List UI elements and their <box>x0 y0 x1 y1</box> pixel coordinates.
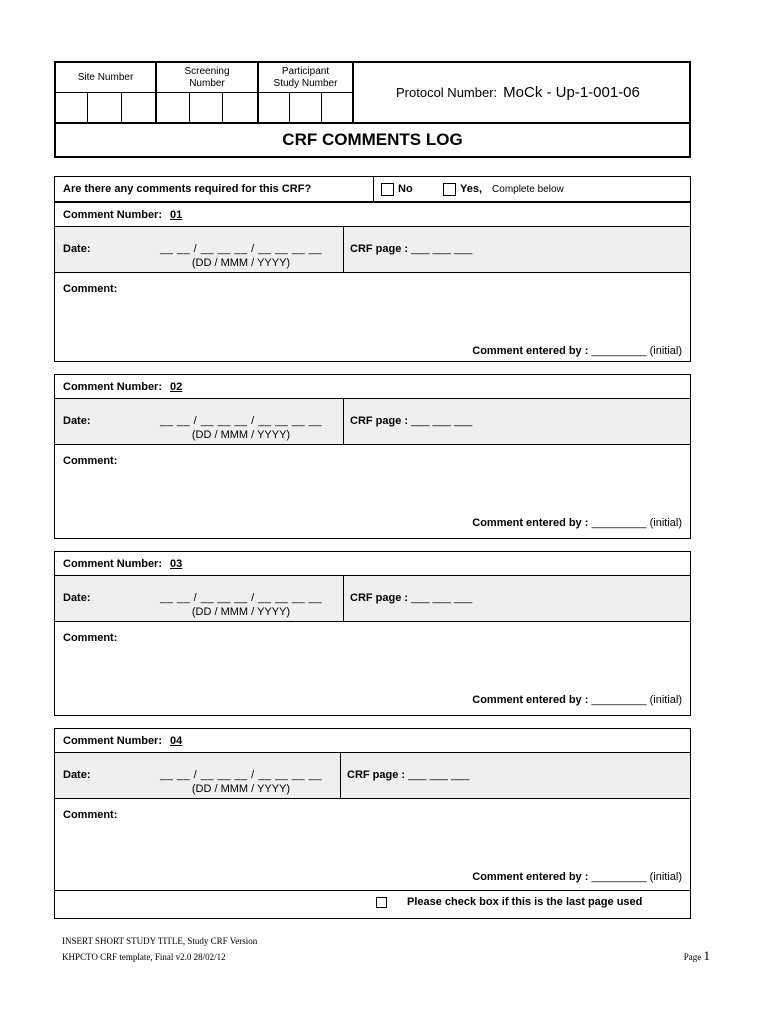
date-field[interactable]: __ __ / __ __ __ / __ __ __ __ <box>160 769 322 781</box>
page-title: CRF COMMENTS LOG <box>282 130 463 149</box>
comment-label: Comment: <box>63 283 118 295</box>
yes-option[interactable] <box>443 177 564 201</box>
comment-entered-by[interactable] <box>472 517 682 529</box>
date-format-hint: (DD / MMM / YYYY) <box>191 257 291 269</box>
entered-by-blank: _________ <box>591 517 647 529</box>
last-page-row <box>55 890 690 914</box>
entered-by-suffix: (initial) <box>649 517 682 529</box>
date-crf-divider <box>343 576 344 621</box>
entered-by-suffix: (initial) <box>649 694 682 706</box>
comment-number-value: 01 <box>170 208 183 221</box>
comment-number-label: Comment Number: <box>63 734 163 747</box>
date-format-hint: (DD / MMM / YYYY) <box>191 783 291 795</box>
entered-by-blank: _________ <box>591 871 647 883</box>
site-number-box-2[interactable] <box>88 93 122 122</box>
comment-block-01 <box>54 202 691 362</box>
comment-entered-by[interactable] <box>472 871 682 883</box>
entered-by-blank: _________ <box>591 694 647 706</box>
date-field[interactable]: __ __ / __ __ __ / __ __ __ __ <box>160 243 322 255</box>
page-label: Page <box>683 952 702 962</box>
comment-block-03 <box>54 551 691 716</box>
question-divider <box>373 177 374 201</box>
participant-number-cell <box>259 63 354 122</box>
comment-label: Comment: <box>63 632 118 644</box>
crf-page-label: CRF page : <box>350 592 409 604</box>
comment-entered-by[interactable] <box>472 694 682 706</box>
crf-page-blank: ___ ___ ___ <box>411 243 473 255</box>
date-crf-row <box>55 399 690 445</box>
date-field[interactable]: __ __ / __ __ __ / __ __ __ __ <box>160 592 322 604</box>
comment-number-label: Comment Number: <box>63 380 163 393</box>
entered-by-label: Comment entered by : <box>472 871 589 883</box>
comments-required-row <box>54 176 691 202</box>
protocol-number <box>356 63 689 122</box>
header-block <box>54 61 691 158</box>
yes-note: Complete below <box>492 183 564 195</box>
participant-number-box-2[interactable] <box>290 93 322 122</box>
protocol-value: MoCk - Up-1-001-06 <box>503 84 640 101</box>
entered-by-label: Comment entered by : <box>472 517 589 529</box>
screening-number-cell <box>157 63 259 122</box>
crf-page-blank: ___ ___ ___ <box>411 415 473 427</box>
site-number-cell <box>56 63 157 122</box>
comment-block-02 <box>54 374 691 539</box>
entered-by-suffix: (initial) <box>649 871 682 883</box>
crf-page-blank: ___ ___ ___ <box>408 769 470 781</box>
crf-page-field[interactable] <box>350 243 472 255</box>
date-crf-row <box>55 753 690 799</box>
entered-by-label: Comment entered by : <box>472 345 589 357</box>
comment-number-value: 02 <box>170 380 183 393</box>
screening-number-box-1[interactable] <box>157 93 190 122</box>
entered-by-blank: _________ <box>591 345 647 357</box>
page-number: 1 <box>703 948 710 963</box>
comment-number-label: Comment Number: <box>63 208 163 221</box>
date-field[interactable]: __ __ / __ __ __ / __ __ __ __ <box>160 415 322 427</box>
participant-number-box-1[interactable] <box>259 93 290 122</box>
crf-page-label: CRF page : <box>350 415 409 427</box>
no-label: No <box>398 183 413 195</box>
no-option[interactable] <box>381 177 413 201</box>
site-number-label: Site Number <box>56 63 155 93</box>
last-page-label: Please check box if this is the last page used <box>407 896 643 908</box>
screening-number-box-2[interactable] <box>190 93 223 122</box>
entered-by-label: Comment entered by : <box>472 694 589 706</box>
footer-study-title: INSERT SHORT STUDY TITLE, Study CRF Version <box>62 936 258 946</box>
comments-required-question: Are there any comments required for this CRF? <box>63 183 312 195</box>
crf-page-field[interactable] <box>350 592 472 604</box>
participant-number-box-3[interactable] <box>322 93 352 122</box>
comment-number-label: Comment Number: <box>63 557 163 570</box>
entered-by-suffix: (initial) <box>649 345 682 357</box>
crf-page-field[interactable] <box>350 415 472 427</box>
date-format-hint: (DD / MMM / YYYY) <box>191 606 291 618</box>
crf-page-blank: ___ ___ ___ <box>411 592 473 604</box>
footer-page-number <box>684 948 710 964</box>
date-crf-divider <box>340 753 341 798</box>
protocol-label: Protocol Number: <box>396 85 498 100</box>
screening-number-box-3[interactable] <box>223 93 257 122</box>
comment-label: Comment: <box>63 809 118 821</box>
footer-template-version: KHPCTO CRF template, Final v2.0 28/02/12 <box>62 952 226 962</box>
comment-number-value: 04 <box>170 734 183 747</box>
comment-number-row <box>55 729 690 753</box>
site-number-box-3[interactable] <box>122 93 155 122</box>
date-crf-divider <box>343 399 344 444</box>
crf-page-label: CRF page : <box>350 243 409 255</box>
date-crf-row <box>55 227 690 273</box>
date-crf-row <box>55 576 690 622</box>
date-crf-divider <box>343 227 344 272</box>
date-label: Date: <box>63 592 91 604</box>
no-checkbox[interactable] <box>381 183 394 196</box>
comment-block-04 <box>54 728 691 919</box>
date-label: Date: <box>63 415 91 427</box>
crf-page-field[interactable] <box>347 769 469 781</box>
date-label: Date: <box>63 769 91 781</box>
date-format-hint: (DD / MMM / YYYY) <box>191 429 291 441</box>
comment-entered-by[interactable] <box>472 345 682 357</box>
comment-number-row <box>55 552 690 576</box>
yes-label: Yes, <box>460 183 483 195</box>
comment-label: Comment: <box>63 455 118 467</box>
yes-checkbox[interactable] <box>443 183 456 196</box>
comment-number-value: 03 <box>170 557 183 570</box>
date-label: Date: <box>63 243 91 255</box>
id-row <box>56 63 689 124</box>
crf-page-label: CRF page : <box>347 769 406 781</box>
comment-number-row <box>55 375 690 399</box>
participant-number-label: Participant Study Number <box>259 63 352 93</box>
comment-number-row <box>55 203 690 227</box>
site-number-box-1[interactable] <box>56 93 88 122</box>
screening-number-label: Screening Number <box>157 63 257 93</box>
last-page-checkbox[interactable] <box>376 897 387 908</box>
